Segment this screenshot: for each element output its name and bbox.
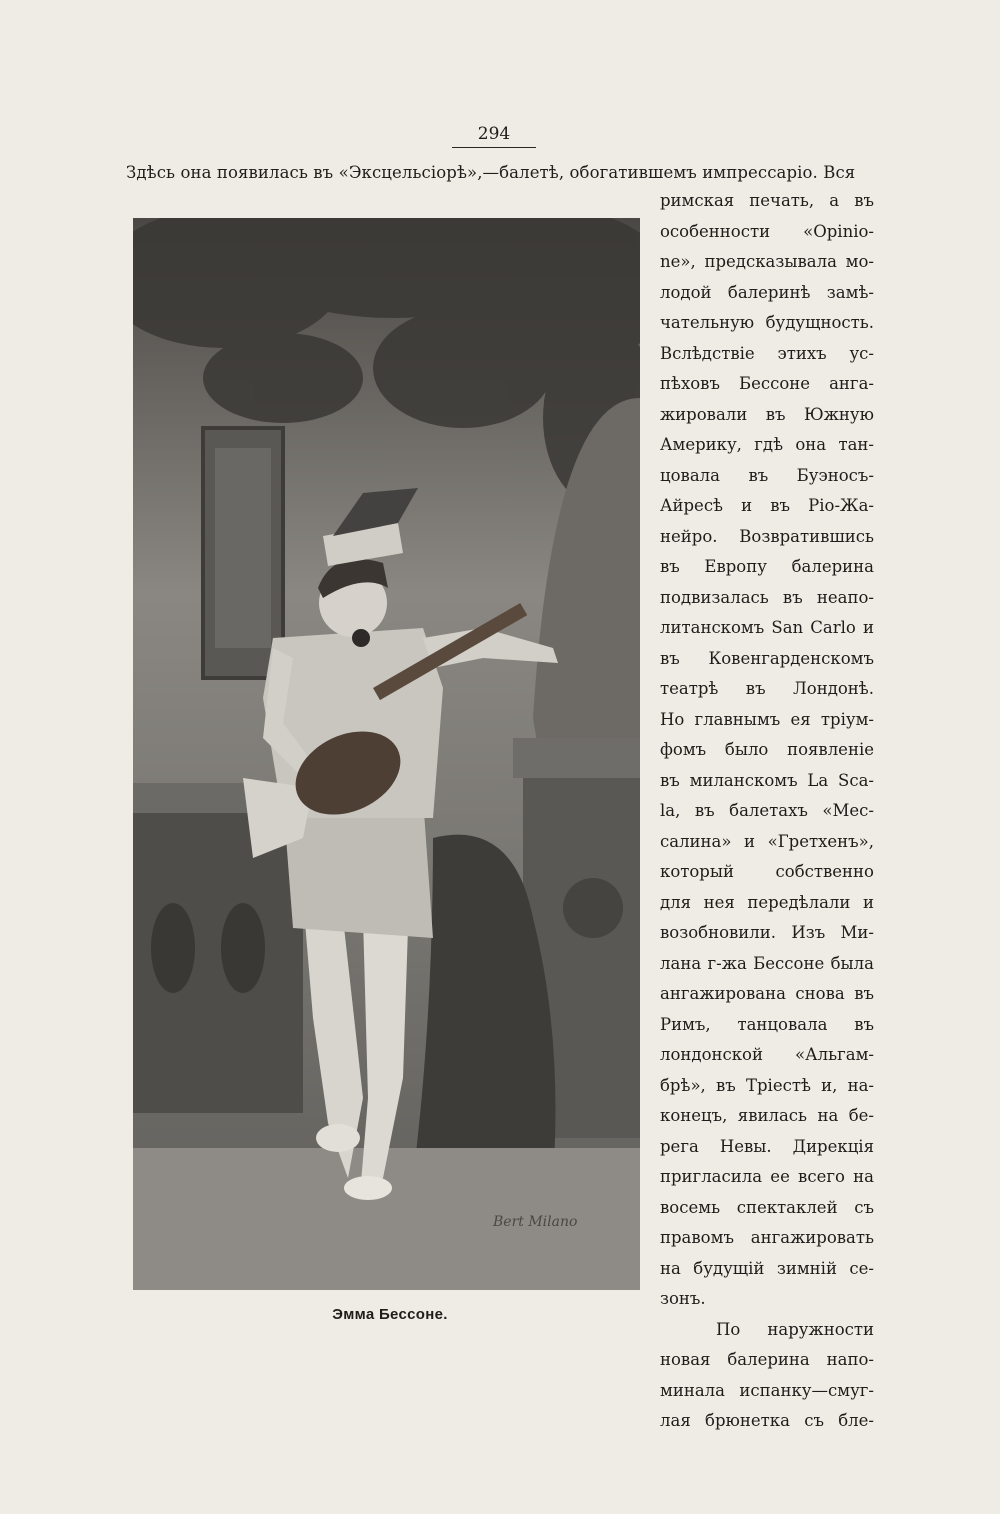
- column-text-line: особенности «Opinio-: [660, 221, 874, 241]
- column-text-line: Римъ, танцовала въ: [660, 1014, 874, 1034]
- column-text-line: возобновили. Изъ Ми-: [660, 923, 874, 942]
- photo-frame: [133, 218, 640, 1290]
- column-text-line: чательную будущность.: [660, 313, 874, 332]
- column-text-line: Айресѣ и въ Ріо-Жа-: [660, 496, 874, 515]
- column-text-line: Вслѣдствіе этихъ ус-: [660, 343, 874, 363]
- column-text-line: жировали въ Южную: [660, 404, 874, 424]
- column-text-line: лондонской «Альгам-: [660, 1045, 874, 1064]
- column-text-line: лодой балеринѣ замѣ-: [660, 282, 874, 302]
- column-text-line: пѣховъ Бессоне анга-: [660, 374, 874, 393]
- column-text-line: на будущій зимній се-: [660, 1258, 874, 1278]
- column-text-line: По наружности: [716, 1319, 874, 1339]
- column-text-line: зонъ.: [660, 1289, 706, 1308]
- ballerina-photograph: [133, 218, 640, 1290]
- column-text-line: который собственно: [660, 862, 874, 881]
- column-text-line: нейро. Возвратившись: [660, 526, 874, 546]
- column-text-line: брѣ», въ Тріестѣ и, на-: [660, 1075, 874, 1095]
- column-text-line: для нея передѣлали и: [660, 892, 874, 912]
- lead-text-line: Здѣсь она появилась въ «Эксцельсіорѣ»,—балетѣ, обогатившемъ импрессаріо. Вся: [126, 163, 856, 182]
- column-text-line: подвизалась въ неапо-: [660, 587, 874, 607]
- text-column: [660, 186, 874, 1437]
- column-text-line: цовала въ Буэносъ-: [660, 465, 874, 485]
- column-text-line: пригласила ее всего на: [660, 1167, 874, 1186]
- column-text-line: лая брюнетка съ бле-: [660, 1411, 874, 1430]
- column-text-line: рега Невы. Дирекція: [660, 1136, 874, 1156]
- column-text-line: новая балерина напо-: [660, 1350, 874, 1369]
- column-text-line: la, въ балетахъ «Мес-: [660, 801, 874, 820]
- column-text-line: въ Ковенгарденскомъ: [660, 648, 874, 668]
- page-number-rule: [452, 147, 536, 148]
- column-text-line: театрѣ въ Лондонѣ.: [660, 679, 874, 698]
- column-text-line: Но главнымъ ея тріум-: [660, 709, 874, 729]
- column-text-line: ангажирована снова въ: [660, 984, 874, 1003]
- column-text-line: въ Европу балерина: [660, 557, 874, 576]
- column-text-line: фомъ было появленіе: [660, 740, 874, 759]
- photographer-signature: Bert Milano: [493, 1214, 578, 1230]
- column-text-line: Америку, гдѣ она тан-: [660, 435, 874, 454]
- page-number: 294: [477, 124, 511, 144]
- column-text-line: восемь спектаклей съ: [660, 1197, 874, 1217]
- column-text-line: литанскомъ San Carlo и: [660, 618, 874, 637]
- column-text-line: салина» и «Гретхенъ»,: [660, 831, 874, 851]
- column-text-line: лана г-жа Бессоне была: [660, 953, 874, 973]
- photo-caption: Эмма Бессоне.: [332, 1306, 448, 1323]
- column-text-line: конецъ, явилась на бе-: [660, 1106, 874, 1125]
- column-text-line: правомъ ангажировать: [660, 1228, 874, 1247]
- column-text-line: минала испанку—смуг-: [660, 1380, 874, 1400]
- column-text-line: въ миланскомъ La Sca-: [660, 770, 874, 790]
- column-text-line: ne», предсказывала мо-: [660, 252, 874, 271]
- column-text-line: римская печать, а въ: [660, 191, 874, 210]
